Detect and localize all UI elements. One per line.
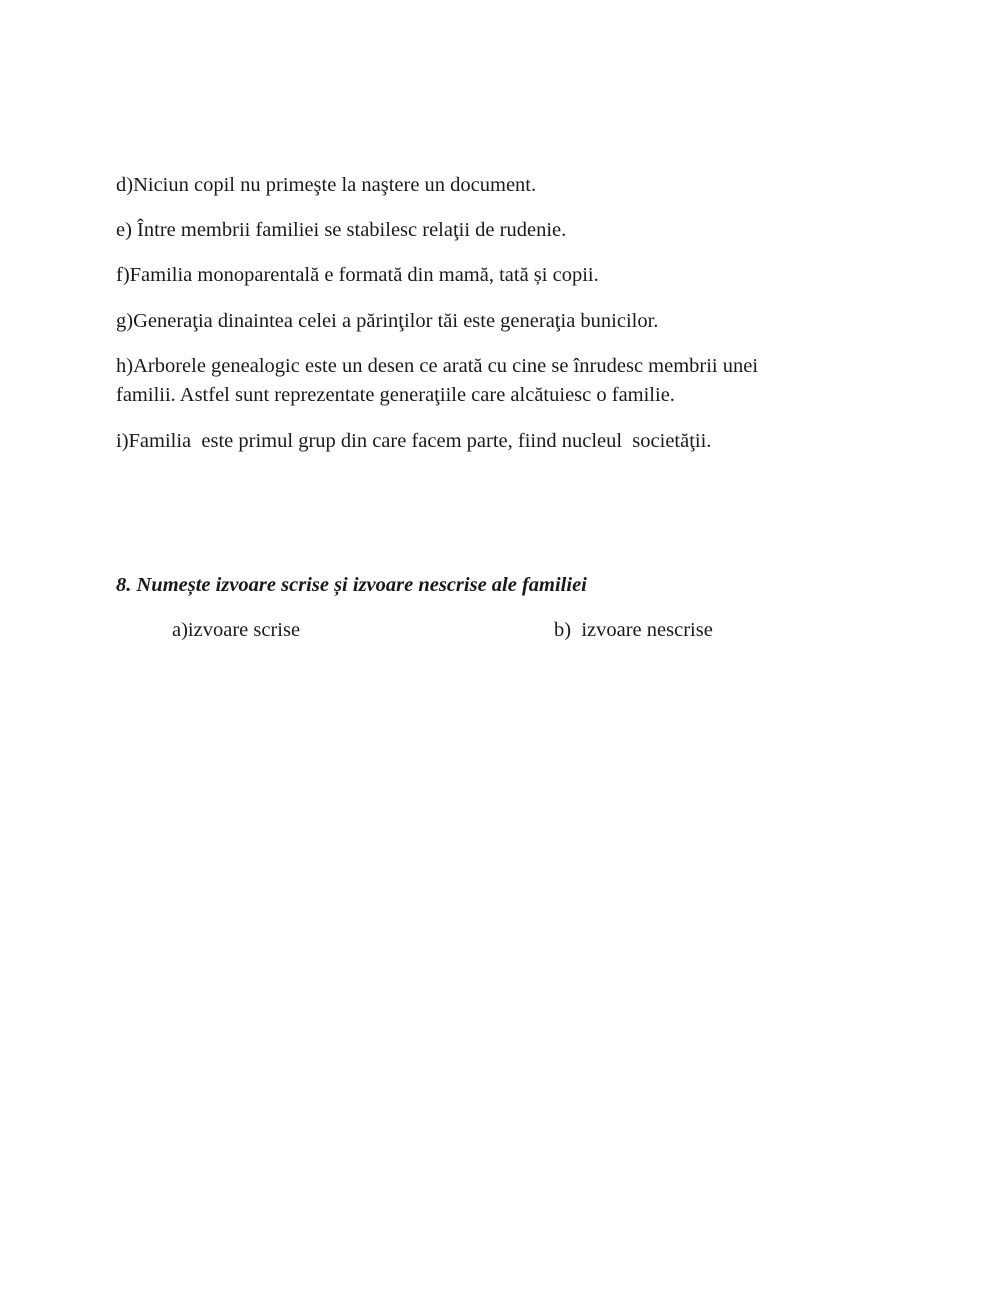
statement-h-line2: familii. Astfel sunt reprezentate generaţiile care alcătuiesc o familie. — [116, 384, 675, 406]
statement-h-line1: h)Arborele genealogic este un desen ce arată cu cine se înrudesc membrii unei — [116, 355, 759, 377]
statement-i: i)Familia este primul grup din care facem parte, fiind nucleul societăţii. — [116, 430, 712, 452]
exercise-8-heading: 8. Numește izvoare scrise și izvoare nescrise ale familiei — [116, 574, 587, 596]
statement-e: e) Între membrii familiei se stabilesc relaţii de rudenie. — [116, 219, 567, 241]
unwritten-sources-label: b) izvoare nescrise — [554, 619, 713, 641]
statement-f: f)Familia monoparentală e formată din mamă, tată și copii. — [116, 264, 599, 286]
statement-d: d)Niciun copil nu primeşte la naştere un document. — [116, 174, 537, 196]
written-sources-label: a)izvoare scrise — [172, 619, 301, 641]
statement-g: g)Generaţia dinaintea celei a părinţilor tăi este generaţia bunicilor. — [116, 310, 659, 332]
